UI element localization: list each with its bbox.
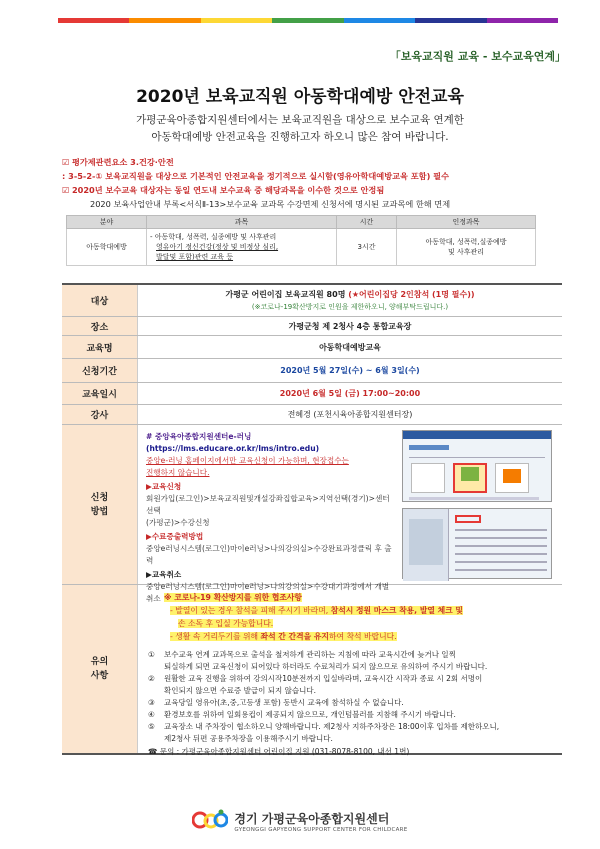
screenshots-column: [402, 425, 562, 584]
step-title: ▶교육취소: [146, 570, 182, 579]
subject-line: - 아동학대, 성폭력, 실종예방 및 사후관리: [150, 233, 277, 241]
footer: [0, 808, 600, 834]
label-line: 사항: [90, 671, 109, 681]
note-text: 2020 보육사업안내 부록<서식Ⅱ-13>보수교육 교과목 수강면제 신청서에 명시된 교과목에 한해 면제: [90, 199, 451, 209]
step-line: 중앙e러닝시스템(로그인)마이e러닝>나의강의실>수강완료과정클릭 후 출력: [146, 544, 392, 565]
item-line: 확인되지 않으면 수료증 발급이 되지 않습니다.: [164, 686, 316, 695]
item-line: 원활한 교육 진행을 위하여 강의시작10분전까지 입실바라며, 교육시간 시작과 종료 시 2회 서명이: [164, 674, 483, 683]
row-label: 강사: [62, 405, 138, 424]
list-item: [148, 721, 499, 745]
rainbow-segment: [58, 18, 129, 23]
rainbow-segment: [344, 18, 415, 23]
note-line: [62, 197, 562, 211]
row-value: [138, 585, 562, 756]
item-line: 제2청사 뒤편 공용주차장을 이용해주시기 바랍니다.: [164, 734, 333, 743]
column-header: 과목: [147, 216, 337, 229]
item-line: 교육당일 영유아(초,중,고등생 포함) 동반시 교육에 참석하실 수 없습니다.: [164, 698, 404, 707]
row-instructor: [62, 405, 562, 425]
item-line: 환경보호를 위하여 일회용컵이 제공되지 않으므로, 개인텀블러를 지참해 주시기 바랍니다.: [164, 710, 456, 719]
org-sub: GYEONGGI GAPYEONG SUPPORT CENTER FOR CHILDCARE: [234, 826, 408, 833]
row-label: 교육명: [62, 336, 138, 358]
table-cell: [147, 229, 337, 266]
list-item: [148, 709, 499, 721]
step-title: ▶수료증출력방법: [146, 532, 204, 541]
row-label: 장소: [62, 317, 138, 335]
row-place: [62, 317, 562, 336]
row-label: [62, 585, 138, 753]
rainbow-segment: [272, 18, 343, 23]
note-line: [62, 169, 562, 183]
subject-line: 발달및 포함)관련 교육 등: [156, 253, 234, 261]
item-line: 교육장소 내 주차장이 협소하오니 양해바랍니다. 제2청사 지하주차장은 18:00이후 입차를 제한하오니,: [164, 722, 500, 731]
row-value: 전혜경 (포천시육아종합지원센터장): [287, 410, 413, 419]
item-number: ④: [148, 710, 155, 719]
list-item: [148, 673, 499, 697]
document-title: 2020년 보육교직원 아동학대예방 안전교육: [136, 87, 464, 107]
rainbow-segment: [487, 18, 558, 23]
rainbow-segment: [201, 18, 272, 23]
item-number: ①: [148, 650, 155, 659]
step-line: 회원가입(로그인)>보육교직원및개설강좌집합교육>지역선택(경기)>센터선택: [146, 494, 390, 515]
note-text: 2020년 보수교육 대상자는 동일 연도내 보수교육 중 해당과목을 이수한 것으로 안정됨: [71, 185, 385, 195]
column-header: 인정과목: [397, 216, 536, 229]
site-url-link[interactable]: (https://lms.educare.or.kr/lms/intro.edu): [146, 444, 320, 453]
footer-text: [234, 810, 407, 833]
table-cell: [397, 229, 536, 266]
row-caution: [62, 585, 562, 756]
column-header: 시간: [337, 216, 397, 229]
subject-line: 영유아기 정신건강(정상 및 비정상 심리,: [156, 243, 279, 251]
table-header-row: [67, 216, 536, 229]
row-value: 가평군청 제 2청사 4층 통합교육장: [288, 321, 412, 331]
row-date: [62, 383, 562, 405]
row-label: 신청기간: [62, 359, 138, 382]
info-table: [62, 283, 562, 755]
step-line: 중앙e러닝시스템(로그인)마이e러닝>나의강의실>수강대기과정에서 개별취소: [146, 582, 390, 603]
step-line: (가평군)>수강신청: [146, 518, 210, 527]
note-text: : 3-5-2-① 보육교직원을 대상으로 기본적인 안전교육을 정기적으로 실시함(영유아학대예방교육 포함) 필수: [62, 171, 449, 181]
target-text: 가평군 어린이집 보육교직원 80명: [225, 289, 349, 299]
row-value: 2020년 6월 5일 (금) 17:00~20:00: [279, 389, 421, 398]
item-number: ③: [148, 698, 155, 707]
row-target: [62, 285, 562, 317]
covid-line: - 생활 속 거리두기를 위해 좌석 간 간격을 유지하여 착석 바랍니다.: [170, 632, 397, 641]
row-label: 대상: [62, 285, 138, 316]
website-screenshot-1: [402, 430, 552, 502]
item-number: ②: [148, 674, 155, 683]
website-screenshot-2: [402, 508, 552, 579]
contact-line: ☎ 문의 : 가평군육아종합지원센터 어린이집 지원 (031-8078-8100, 내선 1번): [148, 747, 410, 756]
intro-line: 아동학대예방 안전교육을 진행하고자 하오니 많은 참여 바랍니다.: [151, 131, 449, 143]
center-logo-icon: [192, 808, 228, 834]
covid-line: 손 소독 후 입실 가능합니다.: [178, 619, 274, 628]
intro-line: 가평군육아종합지원센터에서는 보육교직원을 대상으로 보수교육 연계한: [136, 114, 464, 126]
row-label: [62, 425, 138, 584]
target-line: [225, 288, 474, 301]
table-cell: 3시간: [337, 229, 397, 266]
rainbow-bar: [58, 18, 558, 23]
covid-line: - 발열이 있는 경우 참석을 피해 주시기 바라며, 참석시 정원 마스크 착용, 발열 체크 및: [170, 606, 463, 615]
notice-line: 진행하지 않습니다.: [146, 468, 210, 477]
note-line: [62, 155, 562, 169]
step-title: ▶교육신청: [146, 482, 182, 491]
row-value: [138, 285, 562, 316]
notice-line: 중앙e-러닝 홈페이지에서만 교육신청이 가능하며, 현장접수는: [146, 456, 349, 465]
row-label: 교육일시: [62, 383, 138, 404]
list-item: [148, 697, 499, 709]
intro-text: [0, 112, 600, 146]
note-line: [62, 183, 562, 197]
exemption-table: [66, 215, 536, 266]
tagline: 「보육교직원 교육 - 보수교육연계」: [389, 50, 566, 63]
site-title: # 중앙육아종합지원센터e-러닝: [146, 432, 252, 441]
recognized-line: 아동학대, 성폭력,실종예방: [425, 238, 507, 246]
checkbox-icon: ☑: [62, 157, 70, 167]
column-header: 분야: [67, 216, 147, 229]
row-course: [62, 336, 562, 359]
table-row: [67, 229, 536, 266]
table-cell: 아동학대예방: [67, 229, 147, 266]
list-item: [148, 649, 499, 673]
target-sub: (※코로나-19확산방지로 인원을 제한하오니, 양해부탁드립니다.): [251, 302, 449, 311]
org-name: 경기 가평군육아종합지원센터: [234, 811, 390, 826]
checkbox-icon: ☑: [62, 185, 70, 195]
rainbow-segment: [415, 18, 486, 23]
rainbow-segment: [129, 18, 200, 23]
target-note: (★어린이집당 2인참석 (1명 필수)): [348, 289, 475, 299]
covid-title: ※ 코로나-19 확산방지를 위한 협조사항: [164, 593, 302, 602]
item-line: 보수교육 연계 교과목으로 출석을 철저하게 관리하는 지침에 따라 교육시간에 늦거나 일찍: [164, 650, 456, 659]
row-value: 아동학대예방교육: [319, 342, 381, 352]
note-text: 평가제관련요소 3.건강·안전: [71, 157, 174, 167]
notice-list: [148, 649, 499, 758]
label-line: 유의: [90, 657, 109, 667]
item-number: ⑤: [148, 722, 155, 731]
row-value: 2020년 5월 27일(수) ~ 6월 3일(수): [280, 366, 420, 375]
item-line: 퇴실하게 되면 교육신청이 되어있다 하더라도 수료처리가 되지 않으므로 유의하여 주시기 바랍니다.: [164, 662, 488, 671]
recognized-line: 및 사후관리: [447, 248, 485, 256]
label-line: 신청: [90, 492, 109, 503]
row-apply-period: [62, 359, 562, 383]
label-line: 방법: [90, 506, 109, 517]
notes-section: [62, 155, 562, 211]
